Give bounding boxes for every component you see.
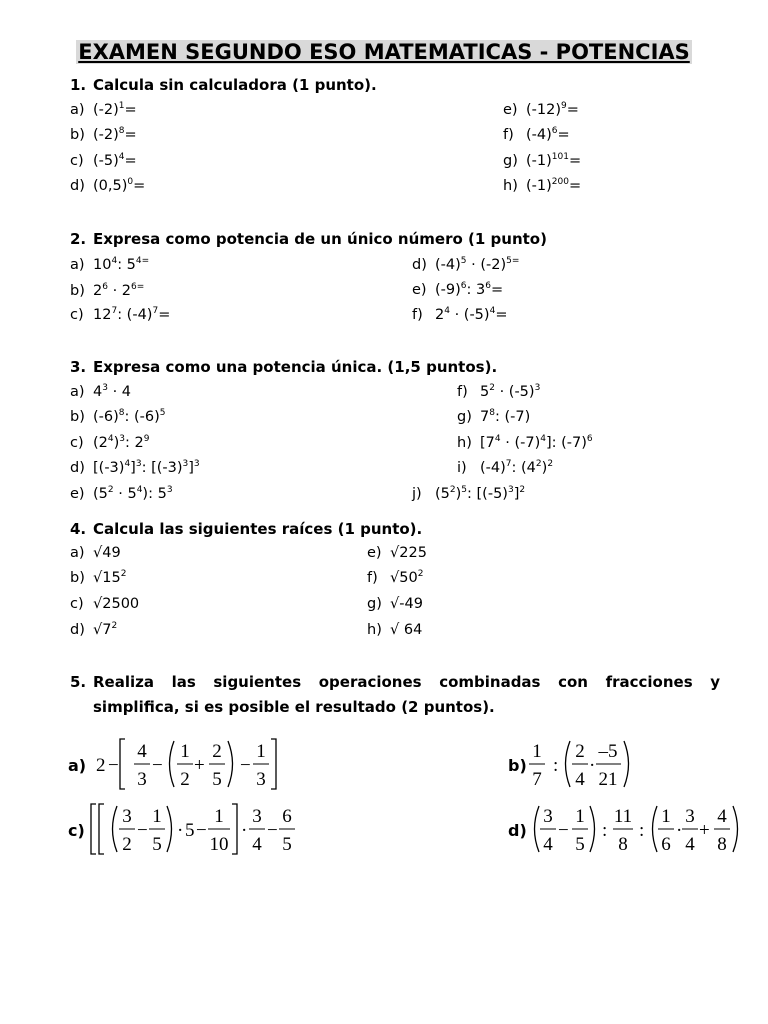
expression-5b bbox=[500, 733, 650, 795]
svg-text:d): d) bbox=[508, 821, 527, 840]
svg-text:3: 3 bbox=[252, 806, 262, 827]
svg-text:a): a) bbox=[68, 756, 87, 775]
svg-text:8: 8 bbox=[717, 834, 727, 855]
section-number: 5. bbox=[70, 673, 87, 691]
svg-text:1: 1 bbox=[575, 806, 585, 827]
exercise-3i: i) $(-4)^7$: $(4^2)^2$ bbox=[457, 459, 554, 476]
svg-text:2: 2 bbox=[180, 769, 190, 790]
svg-text:c): c) bbox=[68, 821, 85, 840]
svg-text:8: 8 bbox=[618, 834, 628, 855]
svg-text:3: 3 bbox=[543, 806, 553, 827]
section-number: 2. bbox=[70, 230, 87, 248]
exercise-1a: a) $(-2)^1=$ bbox=[70, 101, 137, 118]
exercise-3d: d) $[(-3)^4]^3$: $[(-3)^3]^3$ bbox=[70, 459, 200, 476]
exercise-1g: g) $(-1)^{101}=$ bbox=[503, 152, 582, 169]
exercise-1d: d) $(0,5)^0=$ bbox=[70, 177, 146, 194]
svg-text:4: 4 bbox=[717, 806, 727, 827]
svg-text:1: 1 bbox=[661, 806, 671, 827]
svg-text:21: 21 bbox=[598, 769, 618, 790]
svg-text:1: 1 bbox=[214, 806, 224, 827]
svg-text::: : bbox=[602, 820, 608, 841]
svg-text:6: 6 bbox=[282, 806, 292, 827]
exercise-4e: e) √225 bbox=[367, 545, 427, 561]
expression-5c bbox=[60, 800, 300, 862]
svg-text:·: · bbox=[177, 820, 184, 841]
svg-text:1: 1 bbox=[180, 741, 190, 762]
svg-text:4: 4 bbox=[252, 834, 262, 855]
svg-text:5: 5 bbox=[152, 834, 162, 855]
svg-text:3: 3 bbox=[256, 769, 266, 790]
svg-text:7: 7 bbox=[532, 769, 542, 790]
exercise-4b: b) $√15^2$ bbox=[70, 569, 127, 586]
exercise-4d: d) $√7^2$ bbox=[70, 621, 118, 638]
page-title-text: EXAMEN SEGUNDO ESO MATEMATICAS - POTENCIAS bbox=[78, 40, 690, 64]
exercise-1c: c) $(-5)^4=$ bbox=[70, 152, 137, 169]
section-number: 1. bbox=[70, 76, 87, 94]
exercise-3a: a) $4^3 \cdot 4$ bbox=[70, 383, 132, 400]
svg-text:2: 2 bbox=[122, 834, 132, 855]
exercise-4a: a) √49 bbox=[70, 545, 121, 561]
svg-text:−: − bbox=[137, 820, 148, 841]
svg-text:2: 2 bbox=[96, 755, 106, 776]
svg-text:1: 1 bbox=[532, 741, 542, 762]
exercise-4f: f) $√50^2$ bbox=[367, 569, 424, 586]
svg-text::: : bbox=[553, 755, 559, 776]
svg-text:5: 5 bbox=[282, 834, 292, 855]
expression-5d bbox=[500, 800, 750, 862]
svg-text:1: 1 bbox=[256, 741, 266, 762]
exercise-2f: f) $2^4 \cdot (-5)^4=$ bbox=[412, 306, 508, 323]
section-title: Expresa como potencia de un único número (1 punto) bbox=[93, 230, 547, 248]
svg-text:b): b) bbox=[508, 756, 527, 775]
exercise-3j: j) $(5^2)^5$: $[(-5)^3]^2$ bbox=[412, 485, 526, 502]
svg-text:2: 2 bbox=[575, 741, 585, 762]
svg-text:−: − bbox=[196, 820, 207, 841]
svg-text:10: 10 bbox=[209, 834, 229, 855]
svg-text:−: − bbox=[240, 755, 251, 776]
section-5-title-line-1: Realiza las siguientes operaciones combinadas con fracciones y bbox=[93, 673, 720, 691]
svg-text:–5: –5 bbox=[598, 741, 618, 762]
svg-text:3: 3 bbox=[137, 769, 147, 790]
svg-text:−: − bbox=[267, 820, 278, 841]
section-title: Calcula las siguientes raíces (1 punto). bbox=[93, 520, 423, 538]
exercise-1b: b) $(-2)^8=$ bbox=[70, 126, 137, 143]
section-5-title-line-2: simplifica, si es posible el resultado (2 puntos). bbox=[93, 698, 495, 716]
section-title: Expresa como una potencia única. (1,5 puntos). bbox=[93, 358, 498, 376]
svg-text:4: 4 bbox=[543, 834, 553, 855]
page-title bbox=[0, 40, 768, 64]
section-number: 3. bbox=[70, 358, 87, 376]
svg-text:2: 2 bbox=[212, 741, 222, 762]
svg-text:4: 4 bbox=[685, 834, 695, 855]
svg-text:−: − bbox=[558, 820, 569, 841]
exercise-2a: a) $10^4$: $5^{4=}$ bbox=[70, 256, 150, 273]
expression-5a bbox=[60, 733, 290, 795]
exercise-1e: e) $(-12)^9=$ bbox=[503, 101, 579, 118]
svg-text::: : bbox=[639, 820, 645, 841]
section-5-heading bbox=[70, 673, 93, 691]
svg-text:1: 1 bbox=[152, 806, 162, 827]
exercise-3b: b) $(-6)^8$: $(-6)^5$ bbox=[70, 408, 166, 425]
svg-text:·: · bbox=[676, 820, 683, 841]
svg-text:·: · bbox=[241, 820, 248, 841]
svg-text:4: 4 bbox=[575, 769, 585, 790]
exercise-2d: d) $(-4)^5 \cdot (-2)^{5=}$ bbox=[412, 256, 520, 273]
svg-text:11: 11 bbox=[613, 806, 633, 827]
section-4-heading bbox=[70, 520, 422, 538]
svg-text:5: 5 bbox=[212, 769, 222, 790]
exercise-2c: c) $12^7$: $(-4)^7=$ bbox=[70, 306, 171, 323]
svg-text:5: 5 bbox=[575, 834, 585, 855]
svg-text:3: 3 bbox=[122, 806, 132, 827]
svg-text:·: · bbox=[589, 755, 596, 776]
section-2-heading bbox=[70, 230, 547, 248]
exercise-2b: b) $2^6 \cdot 2^{6=}$ bbox=[70, 282, 145, 299]
section-number: 4. bbox=[70, 520, 87, 538]
section-1-heading bbox=[70, 76, 377, 94]
exercise-4h: h) √ 64 bbox=[367, 622, 423, 638]
exercise-3c: c) $(2^4)^3$: $2^9$ bbox=[70, 434, 150, 451]
svg-text:+: + bbox=[699, 820, 710, 841]
exercise-3e: e) $(5^2 \cdot 5^4)$: $5^3$ bbox=[70, 485, 173, 502]
svg-text:−: − bbox=[108, 755, 119, 776]
section-3-heading bbox=[70, 358, 497, 376]
exercise-1h: h) $(-1)^{200}=$ bbox=[503, 177, 582, 194]
exercise-3g: g) $7^8$: (-7) bbox=[457, 408, 531, 425]
svg-text:5: 5 bbox=[185, 820, 195, 841]
svg-text:+: + bbox=[194, 755, 205, 776]
svg-text:4: 4 bbox=[137, 741, 147, 762]
exercise-3h: h) $[7^4 \cdot (-7)^4]$: $(-7)^6$ bbox=[457, 434, 593, 451]
section-title: Calcula sin calculadora (1 punto). bbox=[93, 76, 377, 94]
svg-text:3: 3 bbox=[685, 806, 695, 827]
exercise-4g: g) √-49 bbox=[367, 596, 423, 612]
svg-text:−: − bbox=[152, 755, 163, 776]
svg-text:6: 6 bbox=[661, 834, 671, 855]
exercise-4c: c) √2500 bbox=[70, 596, 140, 612]
exercise-1f: f) $(-4)^6=$ bbox=[503, 126, 570, 143]
exercise-3f: f) $5^2 \cdot (-5)^3$ bbox=[457, 383, 541, 400]
exercise-2e: e) $(-9)^6$: $3^6=$ bbox=[412, 281, 504, 298]
